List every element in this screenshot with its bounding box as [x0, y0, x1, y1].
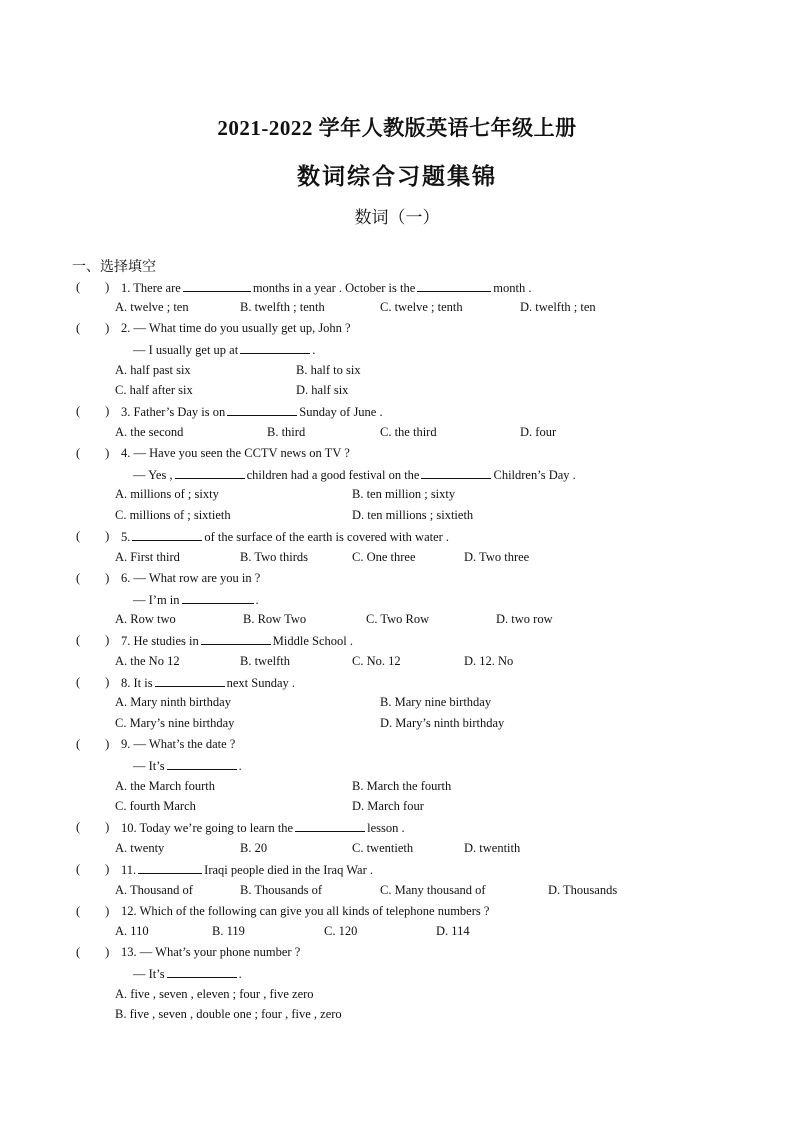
- option-choice[interactable]: C. Many thousand of: [380, 883, 486, 897]
- option-choice[interactable]: D. Mary’s ninth birthday: [380, 716, 505, 730]
- option-choice[interactable]: B. half to six: [296, 363, 361, 377]
- answer-paren[interactable]: ( ): [76, 945, 110, 959]
- answer-blank[interactable]: [138, 861, 202, 874]
- question-line: [121, 674, 295, 691]
- question-text-segment: 6. — What row are you in ?: [121, 571, 261, 585]
- question-text-segment: Iraqi people died in the Iraq War .: [204, 863, 374, 877]
- option-choice[interactable]: D. ten millions ; sixtieth: [352, 508, 474, 522]
- option-choice[interactable]: B. Mary nine birthday: [380, 695, 492, 709]
- question-text-segment: Middle School .: [272, 634, 353, 648]
- answer-paren[interactable]: ( ): [76, 529, 110, 543]
- option-choice[interactable]: C. the third: [380, 425, 437, 439]
- answer-paren[interactable]: ( ): [76, 862, 110, 876]
- option-choice[interactable]: C. One three: [352, 550, 416, 564]
- option-choice[interactable]: B. twelfth ; tenth: [240, 300, 325, 314]
- question-line: [121, 320, 351, 336]
- answer-blank[interactable]: [240, 341, 310, 354]
- question-line: [121, 445, 350, 461]
- option-choice[interactable]: C. 120: [324, 924, 358, 938]
- answer-paren[interactable]: ( ): [76, 571, 110, 585]
- option-choice[interactable]: A. the second: [115, 425, 184, 439]
- answer-blank[interactable]: [132, 528, 202, 541]
- question-text-segment: 2. — What time do you usually get up, John ?: [121, 321, 351, 335]
- option-choice[interactable]: B. Thousands of: [240, 883, 323, 897]
- question-text-segment: 9. — What’s the date ?: [121, 737, 236, 751]
- question-text-segment: — It’s: [133, 759, 165, 773]
- option-choice[interactable]: D. Thousands: [548, 883, 618, 897]
- question-text-segment: .: [255, 593, 259, 607]
- question-text-segment: 4. — Have you seen the CCTV news on TV ?: [121, 446, 350, 460]
- question-text-segment: 8. It is: [121, 676, 153, 690]
- option-choice[interactable]: A. the No 12: [115, 654, 180, 668]
- question-line: [121, 279, 531, 296]
- answer-paren[interactable]: ( ): [76, 404, 110, 418]
- option-choice[interactable]: D. half six: [296, 383, 349, 397]
- question-line: [121, 819, 405, 836]
- option-choice[interactable]: A. five , seven , eleven ; four , five zero: [115, 987, 314, 1001]
- answer-blank[interactable]: [421, 466, 491, 479]
- dialogue-line: [133, 965, 242, 982]
- question-line: [121, 632, 353, 649]
- question-line: [121, 861, 373, 878]
- dialogue-line: [133, 757, 242, 774]
- answer-paren[interactable]: ( ): [76, 446, 110, 460]
- question-line: [121, 528, 449, 545]
- dialogue-line: [133, 466, 576, 483]
- question-text-segment: children had a good festival on the: [246, 468, 420, 482]
- question-text-segment: 3. Father’s Day is on: [121, 405, 226, 419]
- question-text-segment: .: [238, 759, 242, 773]
- document-title: 2021-2022 学年人教版英语七年级上册: [217, 116, 577, 140]
- answer-blank[interactable]: [227, 403, 297, 416]
- section-heading: 数词（一）: [354, 208, 440, 227]
- question-text-segment: — Yes ,: [133, 468, 173, 482]
- question-text-segment: 11.: [121, 863, 137, 877]
- question-text-segment: 5.: [121, 530, 131, 544]
- option-choice[interactable]: D. twelfth ; ten: [520, 300, 596, 314]
- question-text-segment: 7. He studies in: [121, 634, 199, 648]
- option-choice[interactable]: A. twelve ; ten: [115, 300, 189, 314]
- option-choice[interactable]: D. two row: [496, 612, 553, 626]
- question-text-segment: Sunday of June .: [299, 405, 383, 419]
- option-choice[interactable]: B. third: [267, 425, 306, 439]
- question-line: [121, 570, 260, 586]
- option-choice[interactable]: B. March the fourth: [352, 779, 452, 793]
- question-text-segment: lesson .: [367, 821, 405, 835]
- option-choice[interactable]: A. millions of ; sixty: [115, 487, 219, 501]
- question-text-segment: 10. Today we’re going to learn the: [121, 821, 294, 835]
- question-text-segment: 1. There are: [121, 281, 181, 295]
- question-text-segment: 12. Which of the following can give you all kinds of telephone numbers ?: [121, 904, 490, 918]
- answer-paren[interactable]: ( ): [76, 321, 110, 335]
- question-text-segment: month .: [493, 281, 532, 295]
- dialogue-line: [133, 341, 315, 358]
- question-line: [121, 944, 300, 960]
- question-text-segment: — It’s: [133, 967, 165, 981]
- option-choice[interactable]: A. half past six: [115, 363, 191, 377]
- question-text-segment: next Sunday .: [226, 676, 296, 690]
- option-choice[interactable]: C. half after six: [115, 383, 193, 397]
- option-choice[interactable]: A. twenty: [115, 841, 165, 855]
- option-choice[interactable]: A. Row two: [115, 612, 176, 626]
- option-choice[interactable]: C. twentieth: [352, 841, 414, 855]
- option-choice[interactable]: B. Row Two: [243, 612, 307, 626]
- option-choice[interactable]: A. Mary ninth birthday: [115, 695, 231, 709]
- answer-paren[interactable]: ( ): [76, 737, 110, 751]
- question-line: [121, 736, 235, 752]
- question-text-segment: of the surface of the earth is covered with water .: [204, 530, 450, 544]
- question-text-segment: — I’m in: [133, 593, 180, 607]
- option-choice[interactable]: D. 114: [436, 924, 470, 938]
- question-text-segment: — I usually get up at: [133, 343, 239, 357]
- option-choice[interactable]: D. Two three: [464, 550, 530, 564]
- document-subtitle: 数词综合习题集锦: [297, 164, 497, 189]
- option-choice[interactable]: C. Two Row: [366, 612, 430, 626]
- answer-blank[interactable]: [175, 466, 245, 479]
- question-text-segment: Children’s Day .: [493, 468, 576, 482]
- answer-blank[interactable]: [417, 279, 491, 292]
- answer-paren[interactable]: ( ): [76, 904, 110, 918]
- option-choice[interactable]: D. March four: [352, 799, 424, 813]
- question-text-segment: 13. — What’s your phone number ?: [121, 945, 301, 959]
- option-choice[interactable]: C. Mary’s nine birthday: [115, 716, 235, 730]
- option-choice[interactable]: C. fourth March: [115, 799, 196, 813]
- question-text-segment: months in a year . October is the: [252, 281, 416, 295]
- answer-blank[interactable]: [183, 279, 251, 292]
- answer-paren[interactable]: ( ): [76, 633, 110, 647]
- option-choice[interactable]: D. 12. No: [464, 654, 514, 668]
- option-choice[interactable]: B. 20: [240, 841, 268, 855]
- option-choice[interactable]: B. ten million ; sixty: [352, 487, 456, 501]
- answer-blank[interactable]: [155, 674, 225, 687]
- answer-blank[interactable]: [295, 819, 365, 832]
- section-title: 一、选择填空: [72, 259, 156, 275]
- option-choice[interactable]: A. 110: [115, 924, 149, 938]
- question-text-segment: .: [312, 343, 316, 357]
- option-choice[interactable]: C. twelve ; tenth: [380, 300, 463, 314]
- option-choice[interactable]: C. No. 12: [352, 654, 401, 668]
- answer-paren[interactable]: ( ): [76, 675, 110, 689]
- option-choice[interactable]: A. Thousand of: [115, 883, 193, 897]
- option-choice[interactable]: A. First third: [115, 550, 180, 564]
- answer-blank[interactable]: [167, 757, 237, 770]
- option-choice[interactable]: B. five , seven , double one ; four , five , zero: [115, 1007, 342, 1021]
- option-choice[interactable]: B. twelfth: [240, 654, 290, 668]
- dialogue-line: [133, 591, 259, 608]
- option-choice[interactable]: B. Two thirds: [240, 550, 308, 564]
- question-line: [121, 403, 383, 420]
- option-choice[interactable]: D. twentith: [464, 841, 521, 855]
- answer-blank[interactable]: [182, 591, 254, 604]
- answer-paren[interactable]: ( ): [76, 820, 110, 834]
- answer-blank[interactable]: [201, 632, 271, 645]
- option-choice[interactable]: B. 119: [212, 924, 245, 938]
- option-choice[interactable]: A. the March fourth: [115, 779, 215, 793]
- option-choice[interactable]: C. millions of ; sixtieth: [115, 508, 231, 522]
- question-line: [121, 903, 489, 919]
- question-text-segment: .: [238, 967, 242, 981]
- answer-blank[interactable]: [167, 965, 237, 978]
- answer-paren[interactable]: ( ): [76, 280, 110, 294]
- option-choice[interactable]: D. four: [520, 425, 557, 439]
